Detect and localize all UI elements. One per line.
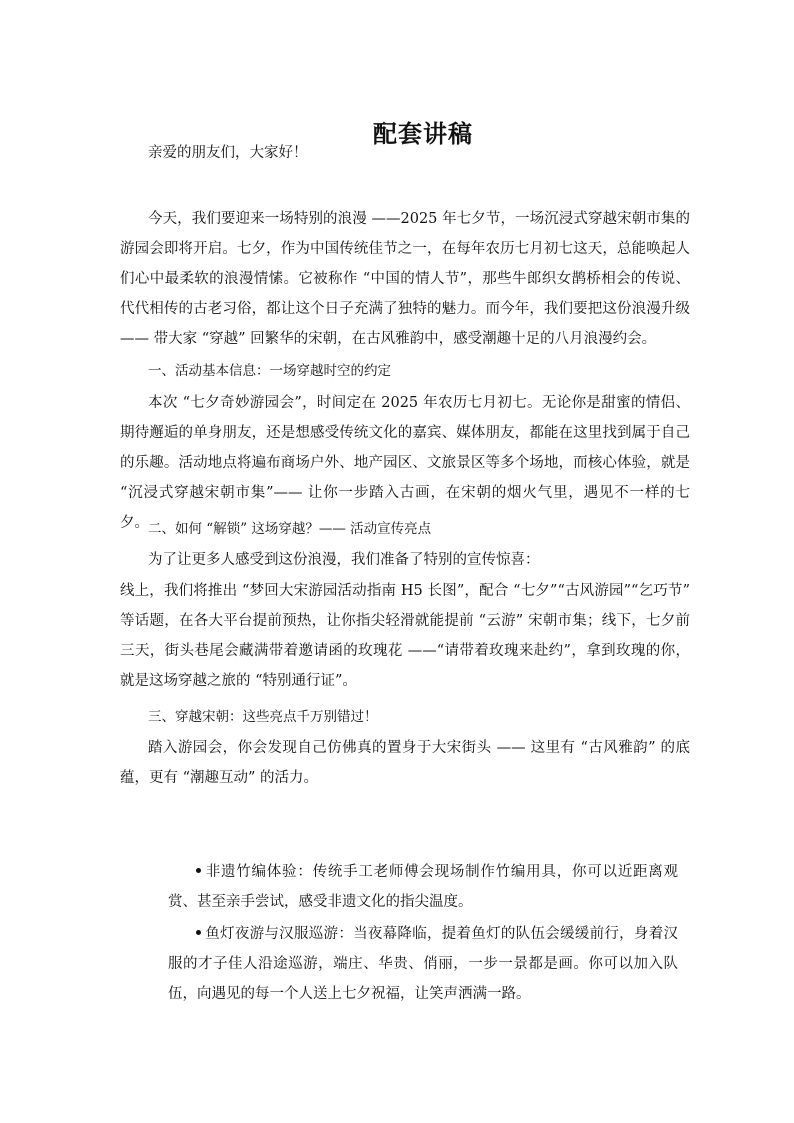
highlight-name: 鱼灯夜游与汉服巡游 bbox=[205, 926, 339, 942]
section-1-body: 本次 “七夕奇妙游园会”，时间定在 2025 年农历七月初七。无论你是甜蜜的情侣、期待邂逅的单身朋友，还是想感受传统文化的嘉宾、媒体朋友，都能在这里找到属于自己的乐趣。活动地点将遍布商场户外、地产园区、文旅景区等多个场地，而核心体验，就是 “沉浸式穿越宋朝市集”—— 让你一步踏入古画，在宋朝的烟火气里，遇见不一样的七夕。 bbox=[120, 395, 690, 531]
greeting: 亲爱的朋友们，大家好！ bbox=[148, 145, 308, 161]
highlight-item-bamboo-weaving bbox=[168, 857, 678, 917]
section-2-body: 线上，我们将推出 “梦回大宋游园活动指南 H5 长图”，配合 “七夕”“古风游园”“乞巧节” 等话题，在各大平台提前预热，让你指尖轻滑就能提前 “云游” 宋朝市集；线下，七夕前三天，街头巷尾会藏满带着邀请函的玫瑰花 ——“请带着玫瑰来赴约”，拿到玫瑰的你，就是这场穿越之旅的 “特别通行证”。 bbox=[120, 583, 690, 689]
intro-paragraph: 今天，我们要迎来一场特别的浪漫 ——2025 年七夕节，一场沉浸式穿越宋朝市集的游园会即将开启。七夕，作为中国传统佳节之一，在每年农历七月初七这天，总能唤起人们心中最柔软的浪漫情愫。它被称作 “中国的情人节”，那些牛郎织女鹊桥相会的传说、代代相传的古老习俗，都让这个日子充满了独特的魅力。而今年，我们要把这份浪漫升级 —— 带大家 “穿越” 回繁华的宋朝，在古风雅韵中，感受潮趣十足的八月浪漫约会。 bbox=[120, 211, 690, 347]
highlight-name: 非遗竹编体验 bbox=[205, 864, 298, 880]
highlight-text: ：当夜幕降临，提着鱼灯的队伍会缓缓前行，身着汉服的才子佳人沿途巡游，端庄、华贵、俏丽，一步一景都是画。你可以加入队伍，向遇见的每一个人送上七夕祝福，让笑声洒满一路。 bbox=[168, 926, 678, 1002]
highlight-item-fish-lantern-parade bbox=[168, 919, 678, 1009]
section-3-body: 踏入游园会，你会发现自己仿佛真的置身于大宋街头 —— 这里有 “古风雅韵” 的底蕴，更有 “潮趣互动” 的活力。 bbox=[120, 740, 690, 786]
section-2-heading: 二、如何 “解锁” 这场穿越？—— 活动宣传亮点 bbox=[148, 521, 432, 537]
bullet-dot-icon bbox=[196, 868, 201, 873]
bullet-dot-icon bbox=[196, 930, 201, 935]
section-2-lead: 为了让更多人感受到这份浪漫，我们准备了特别的宣传惊喜： bbox=[148, 552, 540, 568]
section-1-heading: 一、活动基本信息：一场穿越时空的约定 bbox=[148, 363, 391, 379]
highlight-text: ：传统手工老师傅会现场制作竹编用具，你可以近距离观赏、甚至亲手尝试，感受非遗文化的指尖温度。 bbox=[168, 864, 679, 910]
document-title: 配套讲稿 bbox=[373, 119, 473, 149]
section-3-heading: 三、穿越宋朝：这些亮点千万别错过！ bbox=[148, 709, 378, 725]
